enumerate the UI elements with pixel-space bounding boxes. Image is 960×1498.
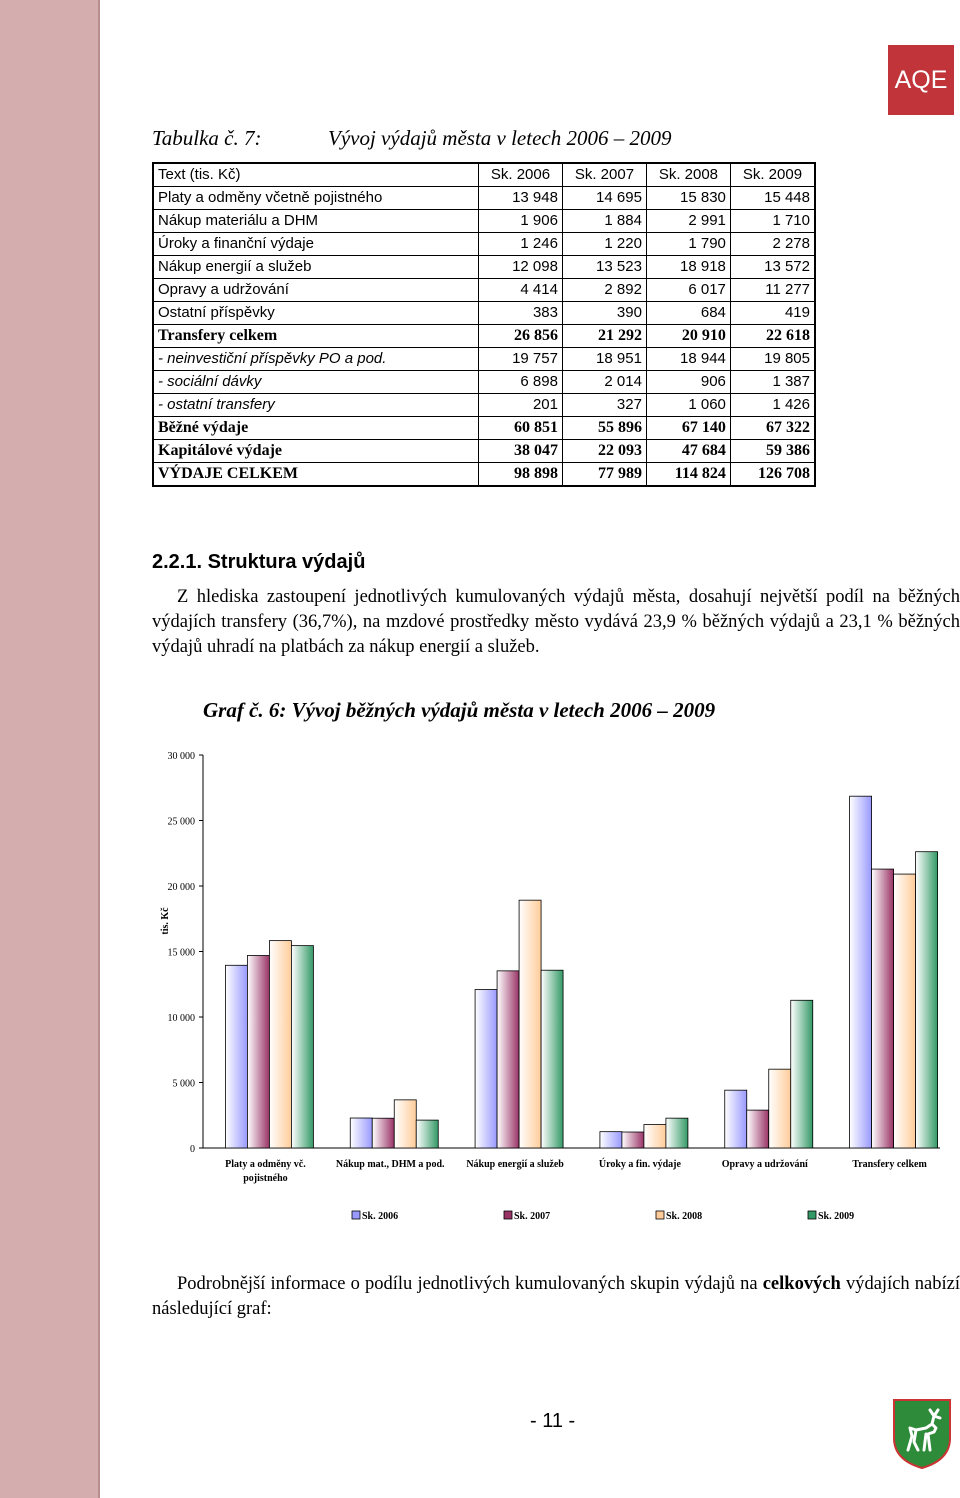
y-tick-label: 30 000: [167, 751, 195, 762]
x-tick-label: Platy a odměny vč. pojistného: [225, 1159, 306, 1184]
table-cell: 2 014: [562, 371, 646, 394]
table-cell: 19 757: [479, 348, 563, 371]
legend-swatch: [504, 1211, 512, 1219]
chart-bar: [475, 990, 497, 1148]
table-cell: 1 790: [646, 233, 730, 256]
table-cell: 114 824: [646, 463, 730, 487]
table-row: [153, 279, 815, 302]
table-header-cell: Sk. 2007: [562, 163, 646, 187]
table-cell: 15 830: [646, 187, 730, 210]
table-row: [153, 463, 815, 487]
table-row-label: - ostatní transfery: [153, 394, 479, 417]
table-cell: 77 989: [562, 463, 646, 487]
table-cell: 13 523: [562, 256, 646, 279]
table-cell: 22 093: [562, 440, 646, 463]
table-row: [153, 394, 815, 417]
x-tick-label: Úroky a fin. výdaje: [598, 1159, 681, 1170]
x-tick-label: Transfery celkem: [852, 1159, 927, 1170]
table-cell: 60 851: [479, 417, 563, 440]
table-cell: 47 684: [646, 440, 730, 463]
table-cell: 2 278: [730, 233, 815, 256]
y-tick-label: 5 000: [172, 1078, 195, 1090]
table-body: [153, 187, 815, 487]
table-header-cell: Text (tis. Kč): [153, 163, 479, 187]
chart-bar: [416, 1120, 438, 1148]
chart-bar: [269, 941, 291, 1148]
chart-bar: [541, 970, 563, 1148]
table-cell: 59 386: [730, 440, 815, 463]
paragraph-1: Z hlediska zastoupení jednotlivých kumulovaných výdajů města, dosahují největší podíl na běžných výdajích transfery (36,7%), na mzdové prostředky město vydává 23,9 % běžných výdajů a 23,1 % běžných výdajů uhradí na platbách za nákup energií a služeb.: [152, 587, 960, 657]
table-row: [153, 233, 815, 256]
table-header-cell: Sk. 2008: [646, 163, 730, 187]
table-row: [153, 348, 815, 371]
table-row-label: Platy a odměny včetně pojistného: [153, 187, 479, 210]
table-cell: 1 710: [730, 210, 815, 233]
x-tick-label: Nákup mat., DHM a pod.: [335, 1159, 445, 1170]
table-cell: 13 572: [730, 256, 815, 279]
table-cell: 15 448: [730, 187, 815, 210]
table-cell: 26 856: [479, 325, 563, 348]
legend-swatch: [808, 1211, 816, 1219]
table-cell: 4 414: [479, 279, 563, 302]
table-cell: 21 292: [562, 325, 646, 348]
chart-bar: [372, 1118, 394, 1148]
chart-bar: [622, 1132, 644, 1148]
y-axis-label: tis. Kč: [160, 907, 171, 935]
chart-bar: [600, 1132, 622, 1148]
table-cell: 55 896: [562, 417, 646, 440]
table-row-label: Opravy a udržování: [153, 279, 479, 302]
table-row-label: - neinvestiční příspěvky PO a pod.: [153, 348, 479, 371]
table-cell: 18 951: [562, 348, 646, 371]
chart-bar: [769, 1069, 791, 1148]
chart-bar: [497, 971, 519, 1148]
chart-bar: [247, 955, 269, 1148]
table-row-label: Nákup energií a služeb: [153, 256, 479, 279]
bar-chart: [140, 735, 940, 1235]
paragraph-2-bold: celkových: [762, 1274, 841, 1294]
table-row: [153, 440, 815, 463]
table-cell: 18 918: [646, 256, 730, 279]
table-row: [153, 325, 815, 348]
table-row: [153, 256, 815, 279]
table-cell: 126 708: [730, 463, 815, 487]
chart-bar: [644, 1125, 666, 1148]
table-cell: 13 948: [479, 187, 563, 210]
table-caption: [152, 126, 672, 151]
table-cell: 906: [646, 371, 730, 394]
table-row-label: - sociální dávky: [153, 371, 479, 394]
chart-bar: [291, 946, 313, 1148]
chart-bar: [894, 874, 916, 1148]
table-cell: 11 277: [730, 279, 815, 302]
page-number: - 11 -: [530, 1410, 576, 1432]
chart-bar: [791, 1000, 813, 1148]
section-heading: 2.2.1. Struktura výdajů: [152, 551, 366, 573]
paragraph-2: [152, 1272, 960, 1322]
chart-bar: [350, 1118, 372, 1148]
chart-bar: [747, 1110, 769, 1148]
table-cell: 1 060: [646, 394, 730, 417]
table-cell: 14 695: [562, 187, 646, 210]
chart-bar: [519, 900, 541, 1148]
legend-swatch: [656, 1211, 664, 1219]
chart-bar: [872, 869, 894, 1148]
table-cell: 1 426: [730, 394, 815, 417]
chart-bar: [916, 852, 938, 1148]
table-row: [153, 187, 815, 210]
y-tick-label: 20 000: [167, 882, 195, 893]
paragraph-2-before: Podrobnější informace o podílu jednotlivých kumulovaných skupin výdajů na: [177, 1274, 763, 1294]
expenditure-table: [152, 162, 816, 487]
table-row: [153, 371, 815, 394]
table-cell: 419: [730, 302, 815, 325]
table-cell: 2 892: [562, 279, 646, 302]
chart-bar: [666, 1118, 688, 1148]
table-cell: 38 047: [479, 440, 563, 463]
paragraph-2-after: výdajích nabízí následující graf:: [152, 1274, 960, 1319]
table-cell: 1 387: [730, 371, 815, 394]
table-cell: 383: [479, 302, 563, 325]
table-row-label: Nákup materiálu a DHM: [153, 210, 479, 233]
table-cell: 1 884: [562, 210, 646, 233]
table-row-label: VÝDAJE CELKEM: [153, 463, 479, 487]
chart-bar: [850, 796, 872, 1148]
table-caption-title: Vývoj výdajů města v letech 2006 – 2009: [328, 126, 672, 150]
chart-bar: [225, 965, 247, 1148]
table-cell: 98 898: [479, 463, 563, 487]
table-cell: 22 618: [730, 325, 815, 348]
x-tick-label: Nákup energií a služeb: [466, 1159, 564, 1170]
table-row: [153, 417, 815, 440]
table-cell: 201: [479, 394, 563, 417]
table-cell: 2 991: [646, 210, 730, 233]
deer-crest-icon: [892, 1398, 952, 1470]
y-tick-label: 25 000: [167, 816, 195, 828]
table-cell: 12 098: [479, 256, 563, 279]
y-tick-label: 10 000: [167, 1013, 195, 1024]
legend-label: Sk. 2007: [514, 1211, 551, 1222]
table-cell: 327: [562, 394, 646, 417]
table-cell: 1 906: [479, 210, 563, 233]
table-cell: 1 220: [562, 233, 646, 256]
table-row-label: Úroky a finanční výdaje: [153, 233, 479, 256]
table-caption-label: Tabulka č. 7:: [152, 126, 262, 150]
y-tick-label: 0: [190, 1144, 195, 1155]
legend-swatch: [352, 1211, 360, 1219]
table-header-row: [153, 163, 815, 187]
table-cell: 684: [646, 302, 730, 325]
chart-title: Graf č. 6: Vývoj běžných výdajů města v letech 2006 – 2009: [203, 698, 716, 722]
y-tick-label: 15 000: [167, 947, 195, 959]
legend-label: Sk. 2009: [818, 1211, 855, 1222]
x-tick-label: Opravy a udržování: [721, 1159, 808, 1170]
table-cell: 18 944: [646, 348, 730, 371]
table-cell: 20 910: [646, 325, 730, 348]
table-header-cell: Sk. 2009: [730, 163, 815, 187]
chart-bar: [725, 1090, 747, 1148]
legend-label: Sk. 2008: [666, 1211, 703, 1222]
table-row-label: Ostatní příspěvky: [153, 302, 479, 325]
table-row: [153, 302, 815, 325]
table-header-cell: Sk. 2006: [479, 163, 563, 187]
table-cell: 67 140: [646, 417, 730, 440]
table-row-label: Kapitálové výdaje: [153, 440, 479, 463]
legend-label: Sk. 2006: [362, 1211, 399, 1222]
table-cell: 19 805: [730, 348, 815, 371]
table-cell: 390: [562, 302, 646, 325]
table-cell: 6 898: [479, 371, 563, 394]
aqe-logo: AQE: [888, 45, 954, 115]
table-row-label: Transfery celkem: [153, 325, 479, 348]
table-row: [153, 210, 815, 233]
left-sidebar-band: [0, 0, 100, 1498]
chart-bar: [394, 1100, 416, 1148]
table-cell: 1 246: [479, 233, 563, 256]
table-cell: 6 017: [646, 279, 730, 302]
table-row-label: Běžné výdaje: [153, 417, 479, 440]
table-cell: 67 322: [730, 417, 815, 440]
